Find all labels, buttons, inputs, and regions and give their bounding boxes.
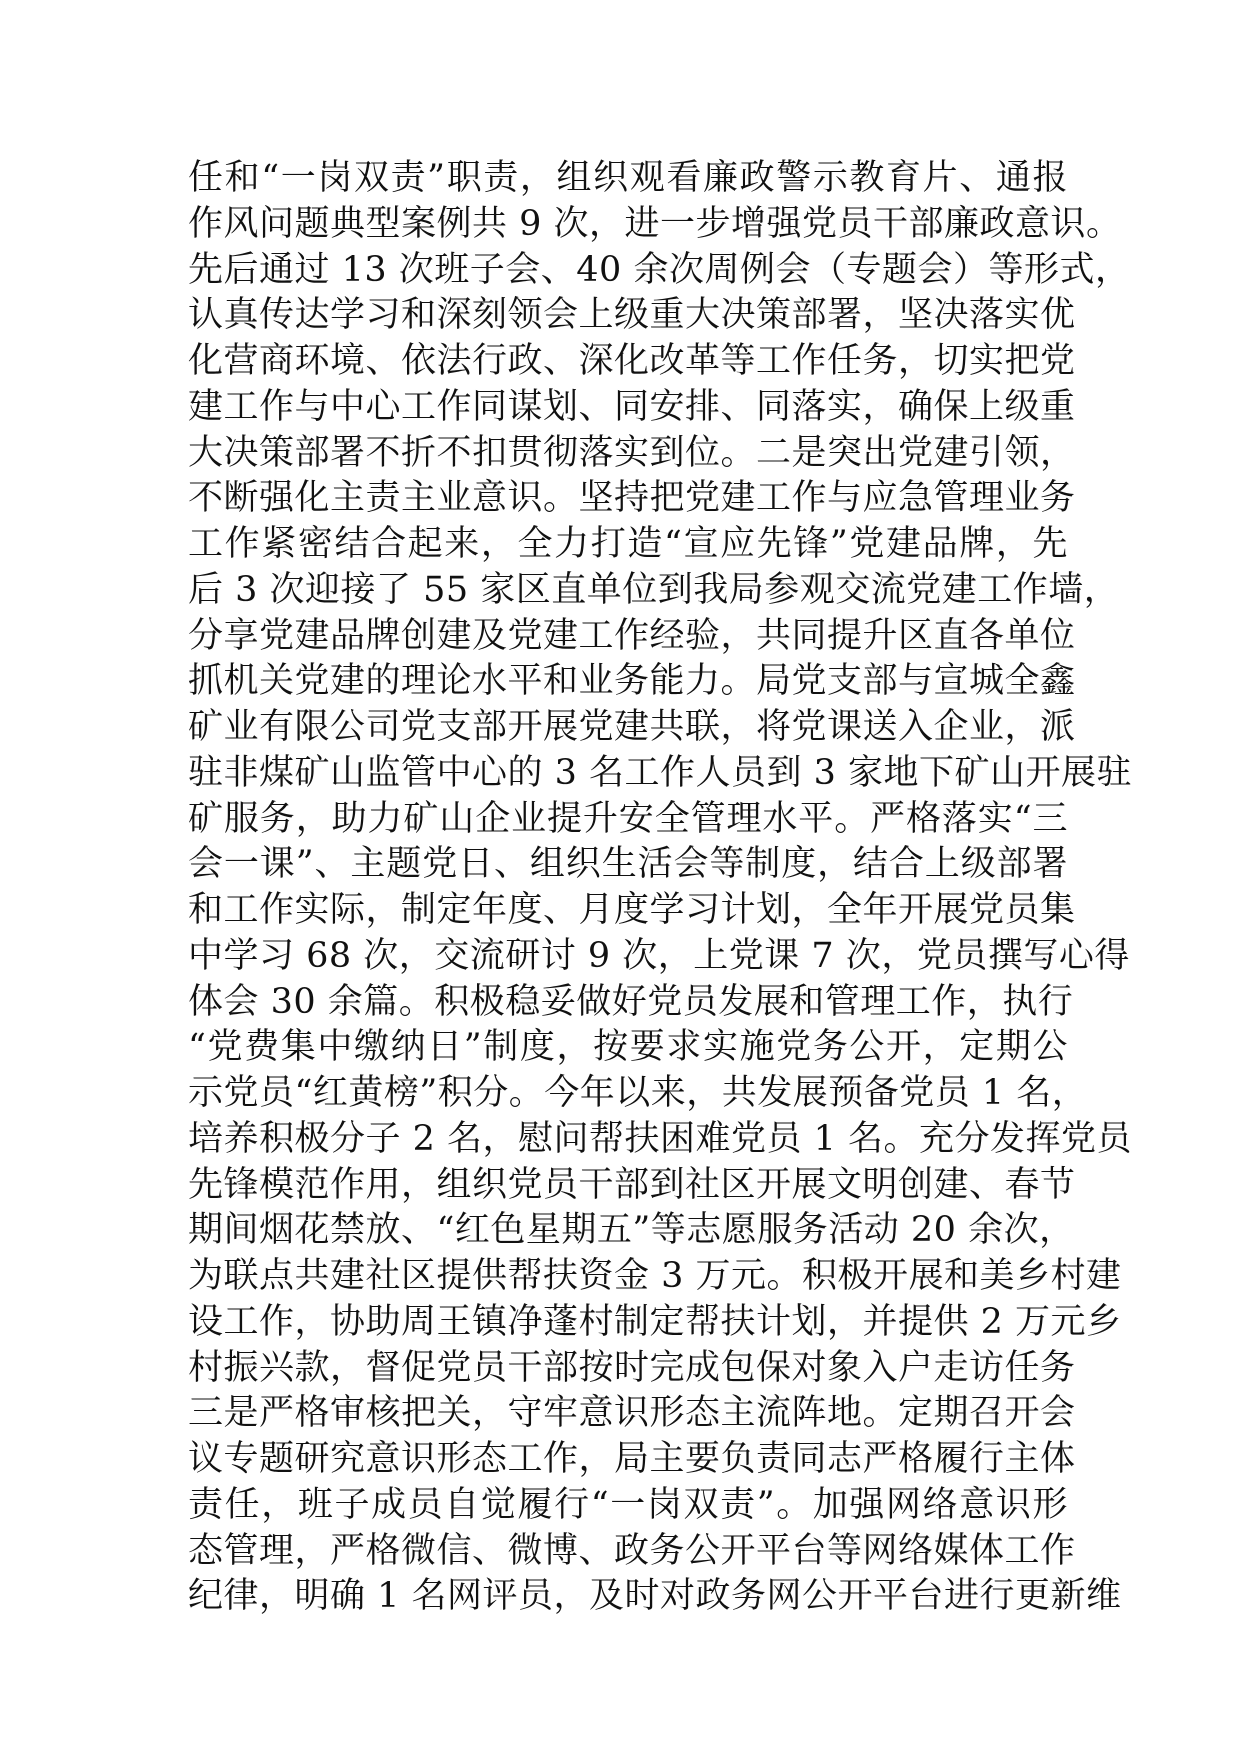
text-line: 三是严格审核把关，守牢意识形态主流阵地。定期召开会 bbox=[188, 1393, 1076, 1434]
text-line: 大决策部署不折不扣贯彻落实到位。二是突出党建引领， bbox=[188, 432, 1076, 473]
text-line: 中学习 68 次，交流研讨 9 次，上党课 7 次，党员撰写心得 bbox=[188, 935, 1130, 976]
text-line: 态管理，严格微信、微博、政务公开平台等网络媒体工作 bbox=[188, 1530, 1076, 1571]
text-line: 后 3 次迎接了 55 家区直单位到我局参观交流党建工作墙， bbox=[188, 569, 1120, 610]
text-line: 先锋模范作用，组织党员干部到社区开展文明创建、春节 bbox=[188, 1164, 1076, 1205]
text-line: 培养积极分子 2 名，慰问帮扶困难党员 1 名。充分发挥党员 bbox=[188, 1118, 1133, 1159]
text-line: 为联点共建社区提供帮扶资金 3 万元。积极开展和美乡村建 bbox=[188, 1256, 1122, 1296]
text-line: “党费集中缴纳日”制度，按要求实施党务公开，定期公 bbox=[188, 1027, 1068, 1068]
text-line: 先后通过 13 次班子会、40 余次周例会（专题会）等形式， bbox=[188, 249, 1131, 290]
text-line: 矿服务，助力矿山企业提升安全管理水平。严格落实“三 bbox=[188, 798, 1068, 839]
text-line: 期间烟花禁放、“红色星期五”等志愿服务活动 20 余次， bbox=[188, 1210, 1075, 1251]
text-line: 纪律，明确 1 名网评员，及时对政务网公开平台进行更新维 bbox=[188, 1576, 1122, 1617]
text-line: 化营商环境、依法行政、深化改革等工作任务，切实把党 bbox=[188, 341, 1076, 381]
text-line: 任和“一岗双责”职责，组织观看廉政警示教育片、通报 bbox=[188, 158, 1068, 198]
body-text bbox=[188, 156, 1133, 1620]
text-line: 抓机关党建的理论水平和业务能力。局党支部与宣城全鑫 bbox=[188, 661, 1076, 702]
text-line: 工作紧密结合起来，全力打造“宣应先锋”党建品牌，先 bbox=[188, 524, 1068, 564]
text-line: 驻非煤矿山监管中心的 3 名工作人员到 3 家地下矿山开展驻 bbox=[188, 752, 1133, 793]
text-line: 不断强化主责主业意识。坚持把党建工作与应急管理业务 bbox=[188, 478, 1076, 519]
text-line: 作风问题典型案例共 9 次，进一步增强党员干部廉政意识。 bbox=[188, 203, 1122, 244]
text-line: 体会 30 余篇。积极稳妥做好党员发展和管理工作，执行 bbox=[188, 981, 1074, 1022]
text-line: 认真传达学习和深刻领会上级重大决策部署，坚决落实优 bbox=[188, 295, 1076, 336]
text-line: 矿业有限公司党支部开展党建共联，将党课送入企业，派 bbox=[188, 707, 1076, 747]
text-line: 议专题研究意识形态工作，局主要负责同志严格履行主体 bbox=[188, 1439, 1076, 1479]
text-line: 村振兴款，督促党员干部按时完成包保对象入户走访任务 bbox=[188, 1347, 1076, 1388]
text-line: 示党员“红黄榜”积分。今年以来，共发展预备党员 1 名， bbox=[188, 1073, 1088, 1113]
text-line: 建工作与中心工作同谋划、同安排、同落实，确保上级重 bbox=[188, 386, 1076, 427]
text-line: 设工作，协助周王镇净蓬村制定帮扶计划，并提供 2 万元乡 bbox=[188, 1301, 1122, 1342]
text-line: 分享党建品牌创建及党建工作经验，共同提升区直各单位 bbox=[188, 615, 1076, 656]
text-line: 责任，班子成员自觉履行“一岗双责”。加强网络意识形 bbox=[188, 1484, 1068, 1525]
text-line: 和工作实际，制定年度、月度学习计划，全年开展党员集 bbox=[188, 890, 1076, 930]
text-line: 会一课”、主题党日、组织生活会等制度，结合上级部署 bbox=[188, 844, 1068, 885]
